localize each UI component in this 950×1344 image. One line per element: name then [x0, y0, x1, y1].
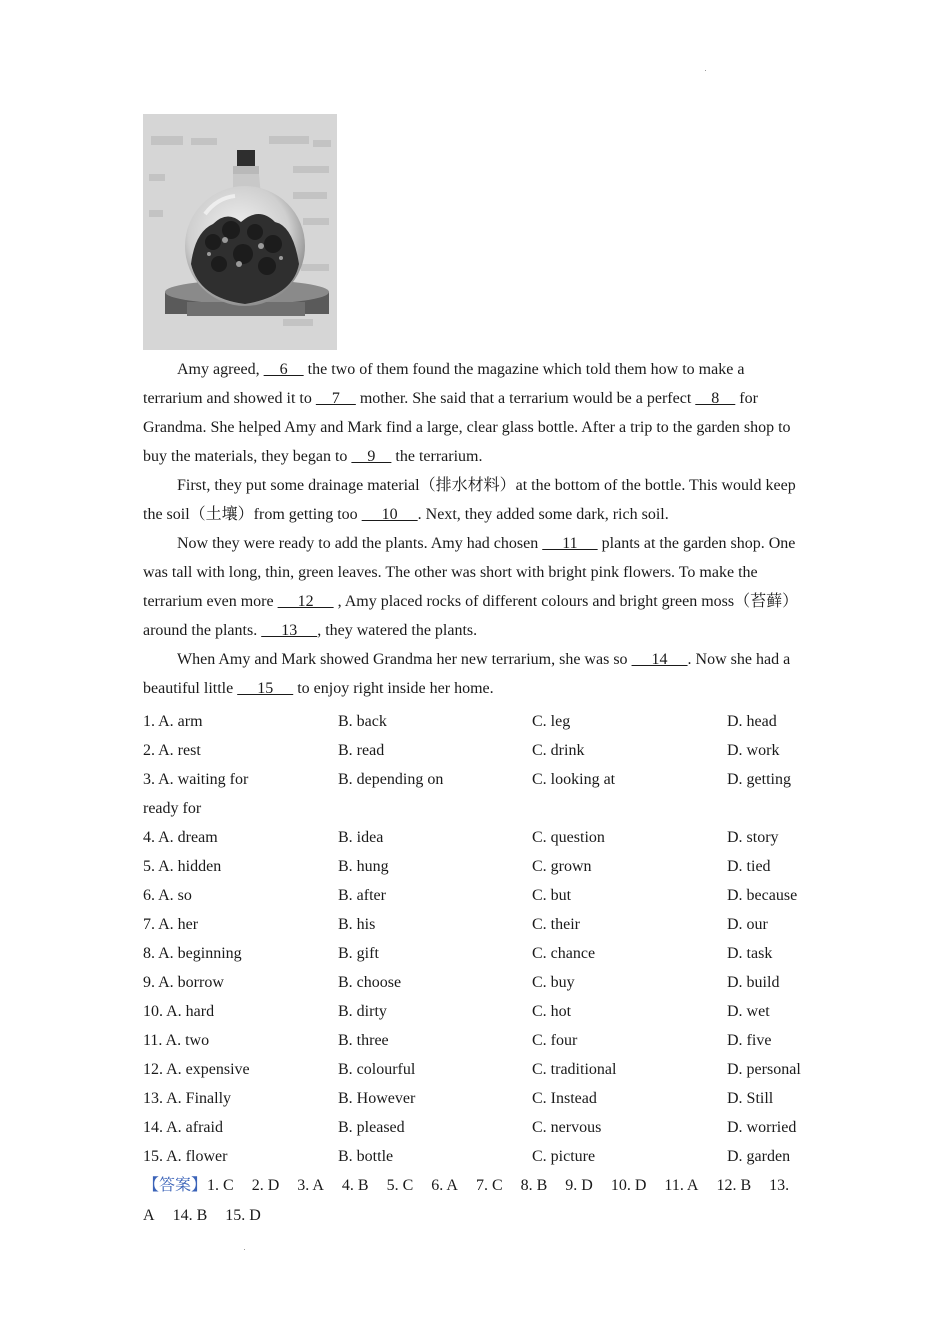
answer-item: 15. D [225, 1207, 261, 1224]
option-c: C. question [532, 829, 605, 846]
option-row [143, 1142, 807, 1171]
passage-text: , Amy placed rocks of different colours and bright green moss（苔藓）around the plants. [143, 593, 799, 639]
option-b: B. However [338, 1090, 416, 1107]
answer-item: 3. A [297, 1177, 324, 1194]
blank-13: 13 [261, 622, 318, 639]
option-c: C. four [532, 1032, 578, 1049]
option-d: D. head [727, 713, 777, 730]
option-b: B. back [338, 713, 387, 730]
option-row [143, 852, 807, 881]
passage-text: the two of them found the magazine which told them how to make a terrarium and showed it to [143, 361, 745, 407]
answer-item: 14. B [172, 1207, 208, 1224]
option-d: D. our [727, 916, 768, 933]
answer-options-list [143, 707, 807, 1171]
option-a: 9. A. borrow [143, 974, 224, 991]
blank-12: 12 [277, 593, 334, 610]
blank-11: 11 [542, 535, 598, 552]
passage-text: for Grandma. She helped Amy and Mark find a large, clear glass bottle. After a trip to the garden shop to buy the materials, they began to [143, 390, 791, 465]
terrarium-photo [143, 114, 337, 350]
option-c: C. leg [532, 713, 571, 730]
option-b: B. read [338, 742, 385, 759]
blank-15: 15 [237, 680, 294, 697]
passage-text: Amy agreed, [177, 361, 264, 378]
option-a: 14. A. afraid [143, 1119, 223, 1136]
option-row [143, 939, 807, 968]
passage-text: to enjoy right inside her home. [293, 680, 494, 697]
passage-text: Now they were ready to add the plants. Amy had chosen [177, 535, 543, 552]
option-a: 13. A. Finally [143, 1090, 232, 1107]
option-row [143, 823, 807, 852]
option-row [143, 910, 807, 939]
option-d: D. tied [727, 858, 771, 875]
option-a: 1. A. arm [143, 713, 203, 730]
passage-text: , they watered the plants. [317, 622, 478, 639]
passage-text: First, they put some drainage material（排水材料）at the bottom of the bottle. This would keep the soil（土壤）from getting too [143, 477, 796, 523]
blank-7: 7 [315, 390, 356, 407]
passage-paragraph-1 [143, 355, 807, 471]
option-a: 10. A. hard [143, 1003, 215, 1020]
option-a: 15. A. flower [143, 1148, 228, 1165]
option-a: 7. A. her [143, 916, 199, 933]
passage-text: . Now she had a beautiful little [143, 651, 791, 697]
option-row [143, 997, 807, 1026]
option-a: 3. A. waiting for [143, 771, 249, 788]
option-a: 4. A. dream [143, 829, 218, 846]
passage-paragraph-4 [143, 645, 807, 703]
option-c: C. picture [532, 1148, 596, 1165]
option-c: C. buy [532, 974, 575, 991]
option-c: C. traditional [532, 1061, 617, 1078]
option-b: B. colourful [338, 1061, 416, 1078]
passage-paragraph-2 [143, 471, 807, 529]
option-row [143, 1026, 807, 1055]
option-a: 8. A. beginning [143, 945, 242, 962]
answer-item: 5. C [386, 1177, 414, 1194]
option-b: B. hung [338, 858, 389, 875]
scan-speck [705, 70, 706, 71]
option-row [143, 881, 807, 910]
option-a: ready for [143, 800, 202, 817]
option-b: B. dirty [338, 1003, 387, 1020]
answer-key [143, 1171, 809, 1231]
option-row [143, 707, 807, 736]
answer-item: 11. A [664, 1177, 699, 1194]
option-d: D. because [727, 887, 798, 904]
blank-9: 9 [351, 448, 392, 465]
option-b: B. three [338, 1032, 389, 1049]
answer-item: 7. C [475, 1177, 503, 1194]
option-d: D. work [727, 742, 780, 759]
option-c: C. Instead [532, 1090, 597, 1107]
answer-item: 10. D [610, 1177, 647, 1194]
option-b: B. bottle [338, 1148, 394, 1165]
passage-text: When Amy and Mark showed Grandma her new terrarium, she was so [177, 651, 632, 668]
terrarium-bottle-image [143, 114, 337, 350]
option-d: D. Still [727, 1090, 774, 1107]
option-row [143, 736, 807, 765]
passage-text: the terrarium. [391, 448, 483, 465]
option-c: C. chance [532, 945, 596, 962]
option-c: C. hot [532, 1003, 572, 1020]
passage-text: mother. She said that a terrarium would be a perfect [355, 390, 696, 407]
option-c: C. drink [532, 742, 585, 759]
option-d: D. build [727, 974, 780, 991]
option-c: C. their [532, 916, 580, 933]
option-c: C. but [532, 887, 572, 904]
option-b: B. choose [338, 974, 402, 991]
answer-tag: 【答案】 [143, 1177, 208, 1194]
answer-item: 8. B [520, 1177, 548, 1194]
option-b: B. after [338, 887, 386, 904]
option-a: 6. A. so [143, 887, 192, 904]
answer-item: 4. B [341, 1177, 369, 1194]
option-a: 5. A. hidden [143, 858, 222, 875]
answer-item: 13. A [143, 1177, 790, 1224]
option-row [143, 765, 807, 794]
passage-paragraph-3 [143, 529, 807, 645]
answer-items [143, 1177, 789, 1224]
option-b: B. depending on [338, 771, 444, 788]
option-a: 2. A. rest [143, 742, 201, 759]
option-d: D. five [727, 1032, 772, 1049]
option-d: D. worried [727, 1119, 797, 1136]
option-d: D. getting [727, 771, 791, 788]
answer-item: 1. C [207, 1177, 234, 1194]
passage-text: . Next, they added some dark, rich soil. [417, 506, 669, 523]
answer-item: 6. A [431, 1177, 458, 1194]
option-a: 11. A. two [143, 1032, 210, 1049]
option-d: D. personal [727, 1061, 801, 1078]
option-c: C. nervous [532, 1119, 602, 1136]
option-d: D. garden [727, 1148, 791, 1165]
option-b: B. pleased [338, 1119, 405, 1136]
option-b: B. his [338, 916, 376, 933]
option-a: 12. A. expensive [143, 1061, 250, 1078]
answer-item: 12. B [716, 1177, 752, 1194]
option-b: B. idea [338, 829, 384, 846]
option-row [143, 1084, 807, 1113]
option-d: D. story [727, 829, 779, 846]
option-row [143, 968, 807, 997]
scan-speck [244, 1249, 245, 1250]
option-b: B. gift [338, 945, 379, 962]
passage [143, 355, 807, 703]
blank-8: 8 [695, 390, 736, 407]
option-row [143, 794, 807, 823]
option-row [143, 1113, 807, 1142]
option-c: C. looking at [532, 771, 616, 788]
blank-10: 10 [361, 506, 418, 523]
blank-6: 6 [263, 361, 304, 378]
option-d: D. task [727, 945, 773, 962]
option-c: C. grown [532, 858, 592, 875]
answer-item: 2. D [251, 1177, 280, 1194]
option-d: D. wet [727, 1003, 770, 1020]
passage-text: plants at the garden shop. One was tall with long, thin, green leaves. The other was short with bright pink flowers. To make the terrarium even more [143, 535, 796, 610]
answer-item: 9. D [565, 1177, 593, 1194]
blank-14: 14 [631, 651, 688, 668]
option-row [143, 1055, 807, 1084]
